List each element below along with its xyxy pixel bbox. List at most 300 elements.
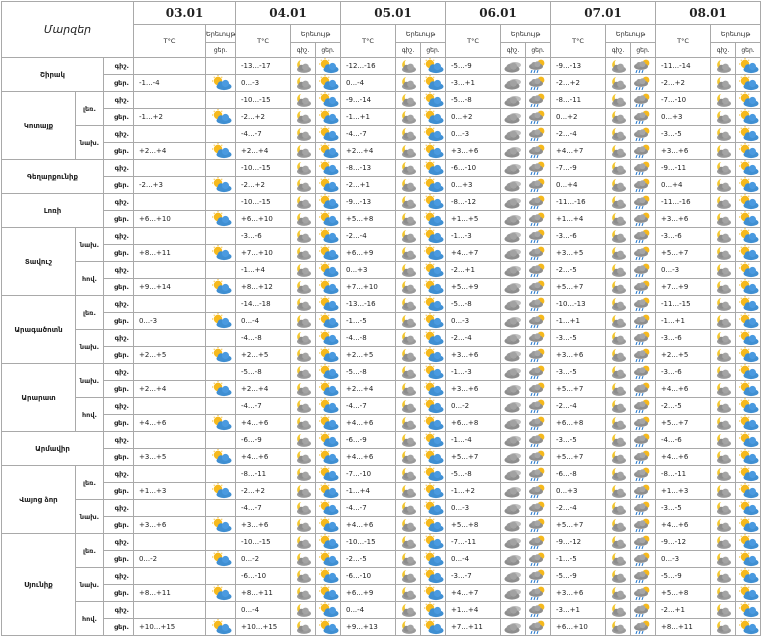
weather-icon-cell [711,619,736,636]
night-partly-cloudy-icon [396,279,420,295]
temperature-value [134,330,206,347]
table-row [2,58,761,75]
period-label: ցեր. [104,109,134,126]
night-partly-cloudy-icon [396,330,420,346]
day-cloudy-rain-icon [631,194,655,210]
weather-icon-cell [396,58,421,75]
weather-icon-cell [606,75,631,92]
day-partly-cloudy-icon [316,58,340,74]
weather-icon-cell [316,92,341,109]
night-partly-cloudy-icon [711,211,735,227]
night-partly-cloudy-icon [711,143,735,159]
period-label: ցեր. [104,381,134,398]
weather-icon-cell [206,58,236,75]
temperature-value: -4...-8 [236,330,291,347]
cloudy-icon [501,194,525,210]
temperature-value: -3...-6 [551,228,606,245]
temperature-value: +7...+11 [446,619,501,636]
weather-icon-cell [631,143,656,160]
cloudy-icon [501,534,525,550]
period-label: ցեր. [104,211,134,228]
weather-icon-cell [396,211,421,228]
weather-icon-cell [711,415,736,432]
temperature-value: -9...-14 [341,92,396,109]
day-partly-cloudy-icon [421,534,445,550]
weather-icon-cell [396,432,421,449]
night-partly-cloudy-icon [291,177,315,193]
temperature-value: -14...-18 [236,296,291,313]
weather-icon-cell [526,126,551,143]
cloudy-icon [501,585,525,601]
weather-icon-cell [206,177,236,194]
weather-icon-cell [396,483,421,500]
day-partly-cloudy-icon [421,58,445,74]
weather-icon-cell [606,313,631,330]
weather-icon-cell [291,500,316,517]
table-row [2,534,761,551]
temperature-value: +4...+7 [446,245,501,262]
night-header: գիշ. [501,43,526,58]
weather-icon-cell [631,330,656,347]
weather-icon-cell [526,228,551,245]
temperature-value: +4...+6 [134,415,206,432]
weather-icon-cell [711,211,736,228]
weather-icon-cell [631,398,656,415]
temperature-value: +5...+8 [341,211,396,228]
weather-icon-cell [316,585,341,602]
weather-icon-cell [736,160,761,177]
night-partly-cloudy-icon [291,551,315,567]
weather-icon-cell [316,330,341,347]
temperature-value: +6...+8 [551,415,606,432]
period-label: գիշ. [104,398,134,415]
temperature-value: -8...-12 [446,194,501,211]
temperature-value: 0...-3 [446,500,501,517]
temperature-value: -3...-5 [551,432,606,449]
weather-icon-cell [736,517,761,534]
weather-icon-cell [421,245,446,262]
temperature-value: 0...-3 [236,75,291,92]
weather-icon-cell [736,432,761,449]
table-row [2,381,761,398]
night-partly-cloudy-icon [291,381,315,397]
night-partly-cloudy-icon [396,415,420,431]
temperature-value: -2...-4 [551,398,606,415]
weather-icon-cell [291,279,316,296]
night-partly-cloudy-icon [711,92,735,108]
weather-icon-cell [526,432,551,449]
weather-icon-cell [711,449,736,466]
subregion-name: նախ. [76,500,104,534]
weather-icon-cell [501,245,526,262]
weather-icon-cell [736,126,761,143]
temperature-value: -5...-8 [236,364,291,381]
temperature-value: 0...+2 [551,109,606,126]
period-label: ցեր. [104,415,134,432]
table-row [2,330,761,347]
night-partly-cloudy-icon [606,330,630,346]
table-row [2,619,761,636]
day-partly-cloudy-icon [316,347,340,363]
day-cloudy-rain-icon [526,568,550,584]
weather-icon-cell [711,160,736,177]
day-cloudy-rain-icon [526,517,550,533]
weather-icon-cell [421,534,446,551]
weather-icon-cell [291,245,316,262]
weather-icon-cell [421,466,446,483]
weather-icon-cell [291,313,316,330]
weather-icon-cell [396,92,421,109]
weather-icon-cell [631,517,656,534]
weather-icon-cell [736,313,761,330]
night-partly-cloudy-icon [711,347,735,363]
day-partly-cloudy-icon [421,330,445,346]
weather-icon-cell [736,75,761,92]
day-partly-cloudy-icon [421,75,445,91]
subregion-name: նախ. [76,330,104,364]
weather-icon-cell [206,398,236,415]
weather-icon-cell [711,313,736,330]
weather-icon-cell [291,619,316,636]
weather-icon-cell [421,585,446,602]
night-partly-cloudy-icon [291,75,315,91]
period-label: ցեր. [104,143,134,160]
temperature-value: -2...-4 [551,126,606,143]
night-partly-cloudy-icon [291,245,315,261]
weather-icon-cell [631,211,656,228]
weather-icon-cell [526,568,551,585]
weather-icon-cell [206,245,236,262]
weather-icon-cell [396,534,421,551]
night-partly-cloudy-icon [291,211,315,227]
weather-icon-cell [421,551,446,568]
weather-icon-cell [421,517,446,534]
weather-icon-cell [736,279,761,296]
weather-icon-cell [421,296,446,313]
weather-icon-cell [206,194,236,211]
night-partly-cloudy-icon [396,126,420,142]
temperature-value: +6...+8 [446,415,501,432]
weather-icon-cell [606,602,631,619]
period-label: ցեր. [104,177,134,194]
weather-icon-cell [501,415,526,432]
weather-icon-cell [501,92,526,109]
weather-icon-cell [206,330,236,347]
weather-icon-cell [711,585,736,602]
weather-icon-cell [291,194,316,211]
day-cloudy-rain-icon [526,177,550,193]
night-partly-cloudy-icon [291,296,315,312]
night-partly-cloudy-icon [606,398,630,414]
day-cloudy-rain-icon [631,330,655,346]
night-partly-cloudy-icon [711,466,735,482]
weather-icon-cell [606,347,631,364]
night-partly-cloudy-icon [291,279,315,295]
weather-icon-cell [291,432,316,449]
temperature-value: -10...-15 [236,534,291,551]
cloudy-icon [501,245,525,261]
temperature-value: +4...+6 [341,415,396,432]
weather-icon-cell [711,75,736,92]
day-cloudy-rain-icon [631,211,655,227]
day-partly-cloudy-icon [736,398,760,414]
day-cloudy-rain-icon [526,466,550,482]
weather-icon-cell [711,432,736,449]
day-partly-cloudy-icon [316,245,340,261]
date-header: 03.01 [134,2,236,25]
night-partly-cloudy-icon [606,466,630,482]
weather-icon-cell [291,262,316,279]
day-cloudy-rain-icon [631,568,655,584]
day-partly-cloudy-icon [316,449,340,465]
day-partly-cloudy-icon [736,92,760,108]
weather-icon-cell [501,279,526,296]
night-partly-cloudy-icon [606,228,630,244]
temperature-value: +2...+4 [341,143,396,160]
day-cloudy-rain-icon [526,262,550,278]
day-cloudy-rain-icon [631,602,655,618]
table-row [2,143,761,160]
temperature-value: 0...-3 [656,551,711,568]
weather-icon-cell [206,364,236,381]
weather-icon-cell [316,602,341,619]
weather-icon-cell [526,330,551,347]
temperature-value: -9...-12 [551,534,606,551]
forecast-body [2,58,761,636]
temperature-value: -4...-7 [236,500,291,517]
temperature-value: +2...+4 [341,381,396,398]
day-cloudy-rain-icon [631,160,655,176]
weather-icon-cell [526,143,551,160]
temperature-value: -10...-15 [236,160,291,177]
day-partly-cloudy-icon [421,194,445,210]
weather-icon-cell [206,483,236,500]
temperature-value: -2...+1 [656,602,711,619]
weather-icon-cell [736,245,761,262]
night-partly-cloudy-icon [606,262,630,278]
temperature-value: +2...+5 [236,347,291,364]
night-partly-cloudy-icon [606,602,630,618]
weather-icon-cell [206,279,236,296]
temperature-value: -3...-6 [656,228,711,245]
weather-icon-cell [316,568,341,585]
night-partly-cloudy-icon [606,160,630,176]
weather-icon-cell [291,602,316,619]
table-row [2,228,761,245]
weather-icon-cell [631,75,656,92]
cloudy-icon [501,228,525,244]
night-partly-cloudy-icon [711,517,735,533]
day-cloudy-rain-icon [526,126,550,142]
temperature-value: -1...+2 [134,109,206,126]
day-partly-cloudy-icon [421,381,445,397]
period-label: գիշ. [104,500,134,517]
weather-icon-cell [711,483,736,500]
day-partly-cloudy-icon [316,109,340,125]
night-partly-cloudy-icon [291,330,315,346]
night-partly-cloudy-icon [606,58,630,74]
weather-icon-cell [501,619,526,636]
day-partly-cloudy-icon [316,177,340,193]
day-partly-cloudy-icon [316,619,340,635]
day-partly-cloudy-icon [316,551,340,567]
period-label: գիշ. [104,126,134,143]
day-partly-cloudy-icon [736,296,760,312]
day-partly-cloudy-icon [421,109,445,125]
weather-icon-cell [501,160,526,177]
phenomenon-header: Երեւույթ [606,25,656,43]
day-cloudy-rain-icon [526,619,550,635]
night-partly-cloudy-icon [606,619,630,635]
weather-icon-cell [316,313,341,330]
night-partly-cloudy-icon [291,449,315,465]
weather-icon-cell [316,211,341,228]
weather-icon-cell [206,551,236,568]
night-partly-cloudy-icon [711,415,735,431]
weather-icon-cell [396,75,421,92]
weather-icon-cell [526,296,551,313]
temperature-value: 0...+3 [551,483,606,500]
day-partly-cloudy-icon [421,177,445,193]
day-partly-cloudy-icon [206,517,235,533]
cloudy-icon [501,415,525,431]
day-partly-cloudy-icon [206,211,235,227]
weather-icon-cell [396,228,421,245]
night-partly-cloudy-icon [396,381,420,397]
weather-icon-cell [396,381,421,398]
temperature-value: +3...+6 [134,517,206,534]
weather-icon-cell [421,194,446,211]
temperature-value: -2...-4 [341,228,396,245]
weather-icon-cell [421,126,446,143]
region-name: Շիրակ [2,58,104,92]
table-row [2,347,761,364]
weather-icon-cell [396,466,421,483]
weather-icon-cell [526,109,551,126]
temperature-value: +2...+5 [656,347,711,364]
weather-icon-cell [501,228,526,245]
temperature-value: +2...+5 [341,347,396,364]
region-name: Արարատ [2,364,76,432]
night-partly-cloudy-icon [711,568,735,584]
temperature-value: +4...+6 [236,415,291,432]
day-partly-cloudy-icon [736,228,760,244]
day-partly-cloudy-icon [206,177,235,193]
night-partly-cloudy-icon [711,398,735,414]
temperature-value [134,398,206,415]
period-label: ցեր. [104,619,134,636]
weather-icon-cell [501,483,526,500]
weather-icon-cell [606,194,631,211]
weather-icon-cell [736,466,761,483]
weather-icon-cell [711,245,736,262]
day-cloudy-rain-icon [631,296,655,312]
cloudy-icon [501,449,525,465]
night-partly-cloudy-icon [711,551,735,567]
weather-icon-cell [421,160,446,177]
day-header: ցեր. [526,43,551,58]
subregion-name: լեռ. [76,296,104,330]
temperature-value: -3...-6 [656,330,711,347]
weather-icon-cell [316,619,341,636]
temperature-value: -8...-11 [551,92,606,109]
weather-icon-cell [316,500,341,517]
weather-icon-cell [606,177,631,194]
weather-icon-cell [736,58,761,75]
night-partly-cloudy-icon [291,109,315,125]
temperature-value: 0...-2 [236,551,291,568]
temperature-value: +4...+6 [341,449,396,466]
temperature-value: -2...+3 [134,177,206,194]
night-partly-cloudy-icon [606,483,630,499]
weather-icon-cell [631,109,656,126]
weather-icon-cell [606,245,631,262]
night-partly-cloudy-icon [291,160,315,176]
weather-icon-cell [501,364,526,381]
day-partly-cloudy-icon [421,415,445,431]
period-label: ցեր. [104,279,134,296]
night-partly-cloudy-icon [711,177,735,193]
table-row [2,262,761,279]
table-row [2,296,761,313]
temperature-value: -3...-5 [551,364,606,381]
table-row [2,279,761,296]
night-partly-cloudy-icon [606,177,630,193]
day-partly-cloudy-icon [316,228,340,244]
weather-icon-cell [421,211,446,228]
night-partly-cloudy-icon [396,500,420,516]
night-header: գիշ. [291,43,316,58]
cloudy-icon [501,75,525,91]
period-label: գիշ. [104,602,134,619]
period-label: գիշ. [104,568,134,585]
temperature-value: -1...+2 [446,483,501,500]
cloudy-icon [501,364,525,380]
day-partly-cloudy-icon [206,449,235,465]
weather-icon-cell [606,500,631,517]
temperature-value: -2...+2 [236,483,291,500]
date-header: 07.01 [551,2,656,25]
weather-icon-cell [526,262,551,279]
weather-icon-cell [736,177,761,194]
day-partly-cloudy-icon [421,262,445,278]
weather-icon-cell [501,194,526,211]
weather-icon-cell [316,551,341,568]
weather-icon-cell [631,432,656,449]
subregion-name: լեռ. [76,92,104,126]
night-partly-cloudy-icon [711,160,735,176]
day-partly-cloudy-icon [316,483,340,499]
weather-icon-cell [606,228,631,245]
weather-icon-cell [291,58,316,75]
night-partly-cloudy-icon [711,109,735,125]
temperature-value: +4...+6 [656,381,711,398]
weather-icon-cell [606,143,631,160]
day-cloudy-rain-icon [526,109,550,125]
cloudy-icon [501,517,525,533]
day-cloudy-rain-icon [631,143,655,159]
day-cloudy-rain-icon [631,619,655,635]
weather-icon-cell [736,449,761,466]
day-partly-cloudy-icon [736,602,760,618]
weather-icon-cell [711,262,736,279]
day-cloudy-rain-icon [631,517,655,533]
day-partly-cloudy-icon [316,296,340,312]
day-cloudy-rain-icon [526,279,550,295]
temperature-value: 0...-4 [341,602,396,619]
temperature-value: -13...-17 [236,58,291,75]
night-partly-cloudy-icon [711,245,735,261]
